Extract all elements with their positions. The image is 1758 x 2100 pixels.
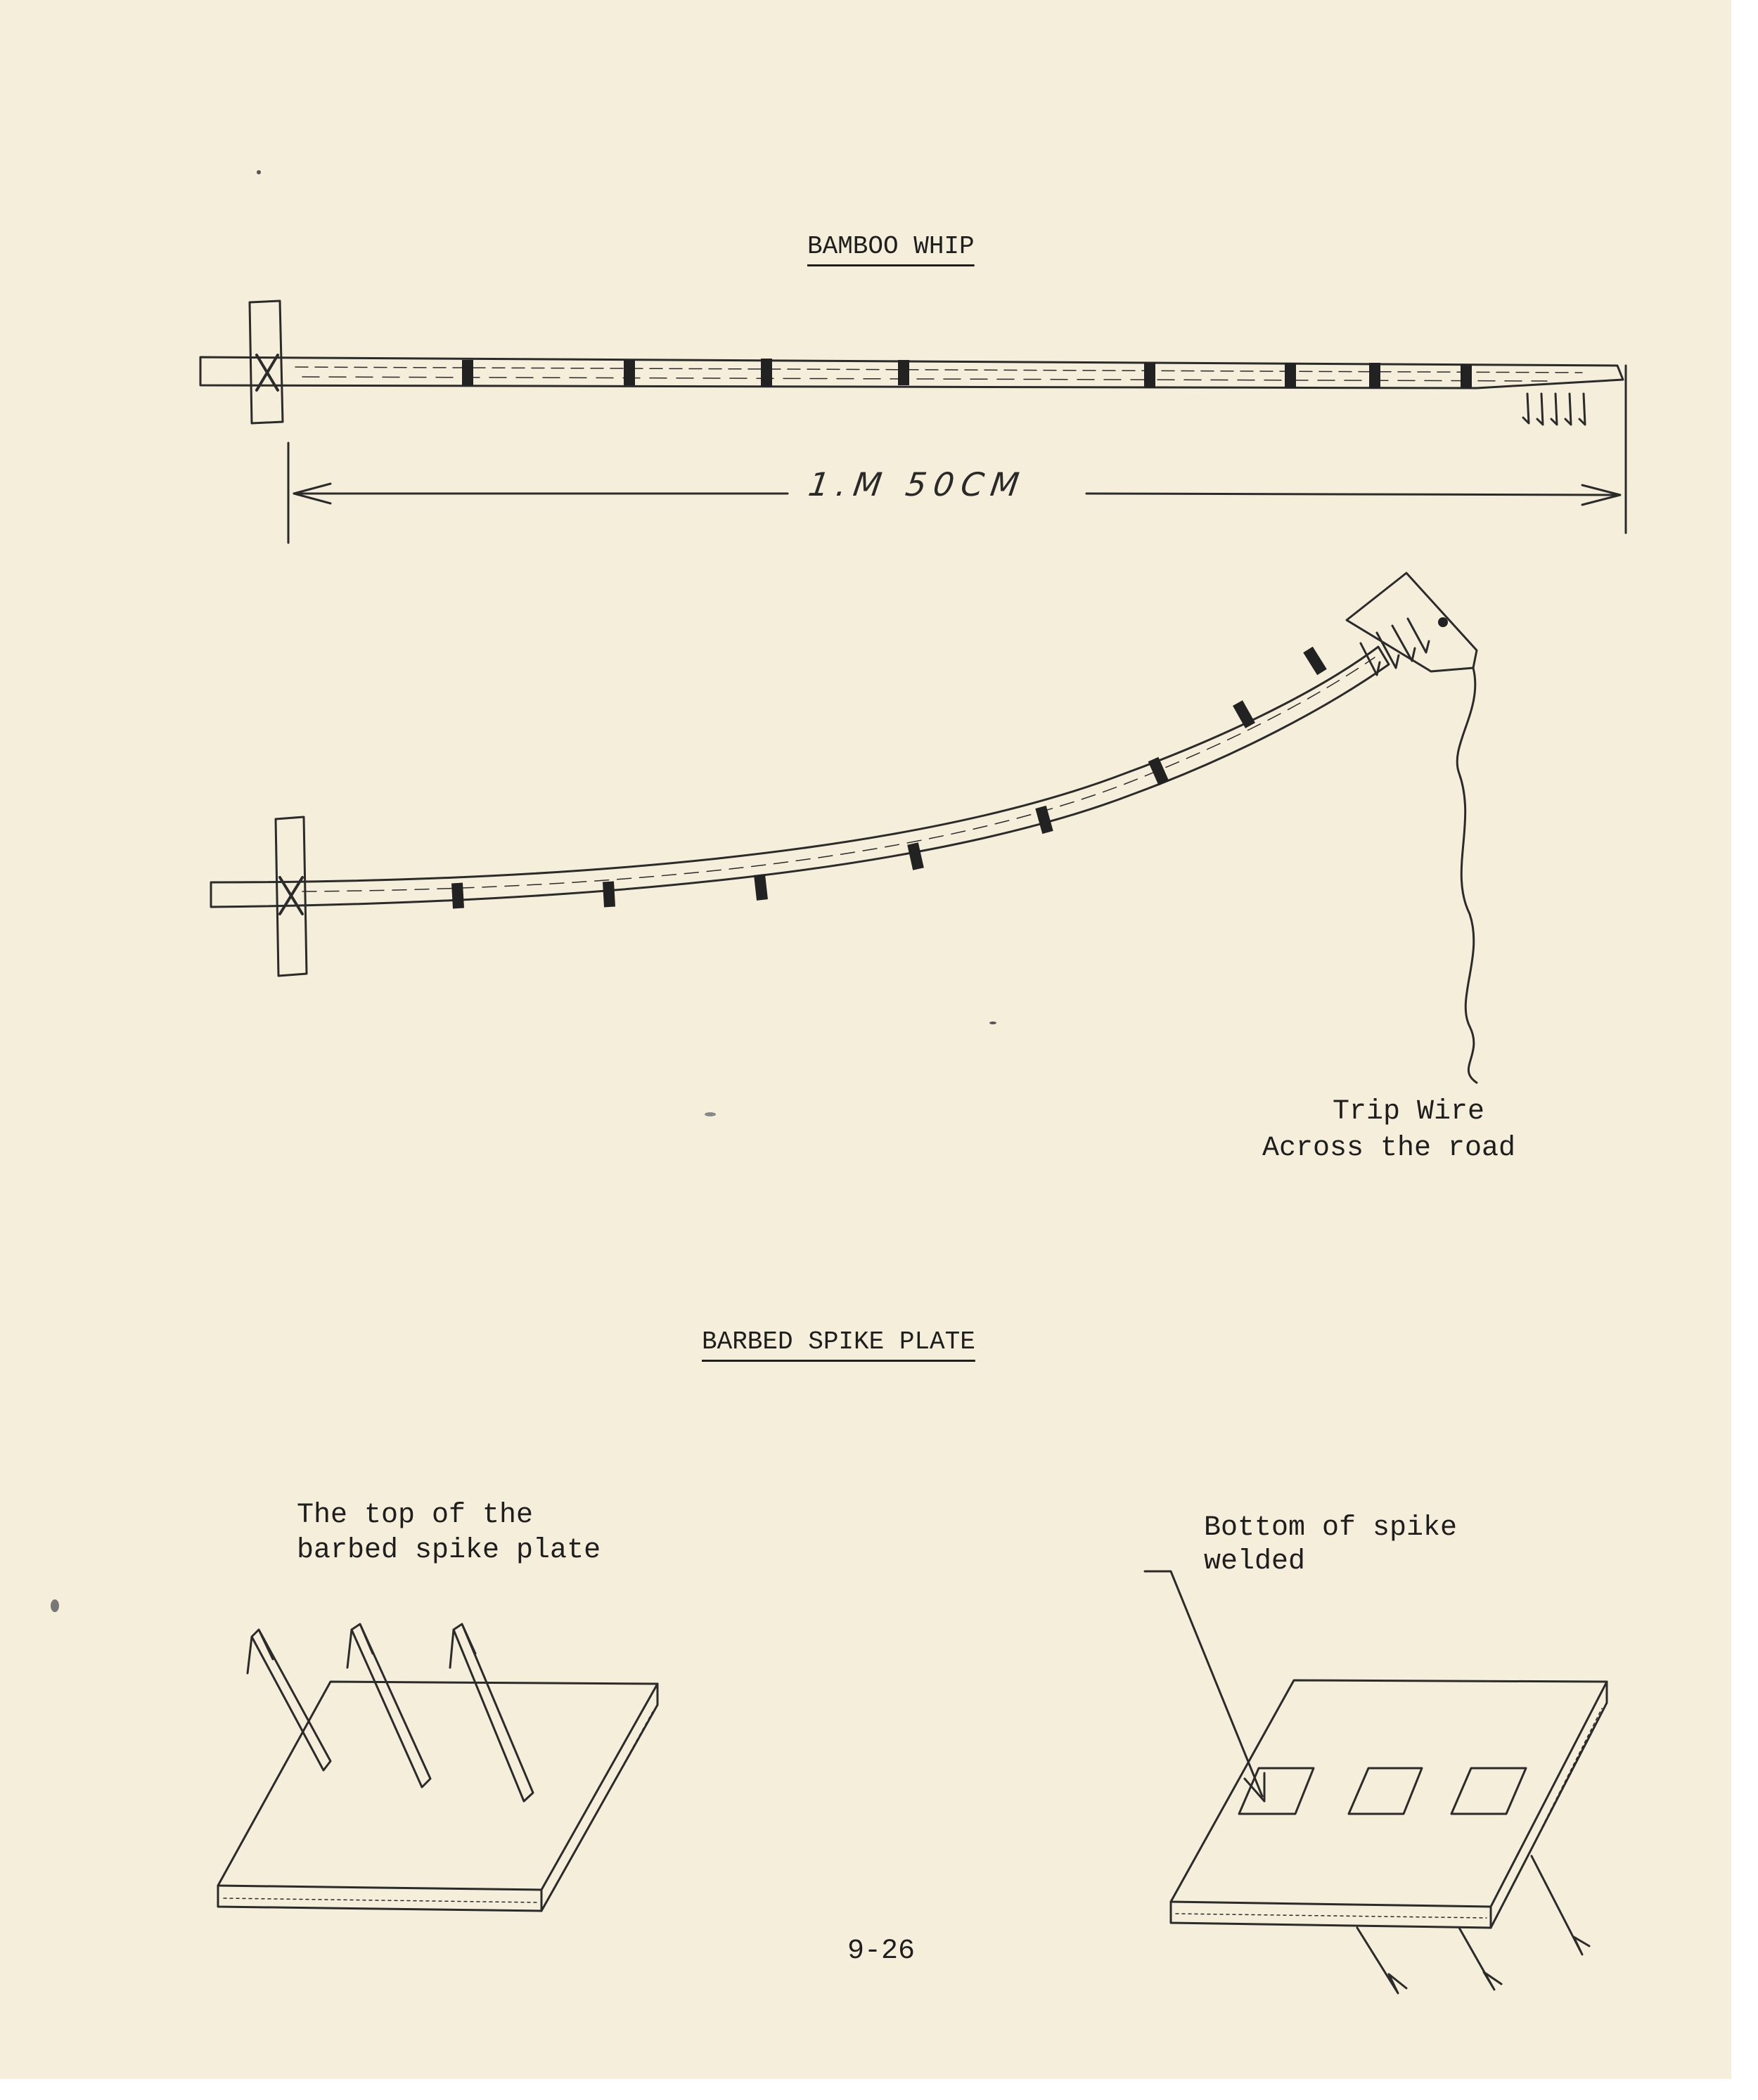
trip-wire-label-line-2: Across the road	[1262, 1133, 1516, 1164]
bottom-label-line-1: Bottom of spike	[1204, 1512, 1458, 1544]
top-label-line-2: barbed spike plate	[297, 1535, 601, 1566]
barbed-spike-plate-title: BARBED SPIKE PLATE	[702, 1327, 975, 1356]
bottom-label-line-2: welded	[1204, 1546, 1306, 1578]
spike-plate-top-view	[218, 1624, 657, 1911]
page-number: 9-26	[847, 1935, 916, 1967]
spike-plate-bottom-view	[1145, 1571, 1607, 1993]
length-dimension-line	[288, 366, 1626, 543]
straight-bamboo-whip	[200, 301, 1623, 425]
trip-wire-label-line-1: Trip Wire	[1333, 1096, 1485, 1128]
top-label-line-1: The top of the	[297, 1500, 534, 1531]
bamboo-whip-title: BAMBOO WHIP	[807, 232, 975, 261]
bent-bamboo-whip	[211, 573, 1477, 1083]
length-measurement: 1.M 50CM	[806, 465, 1029, 503]
